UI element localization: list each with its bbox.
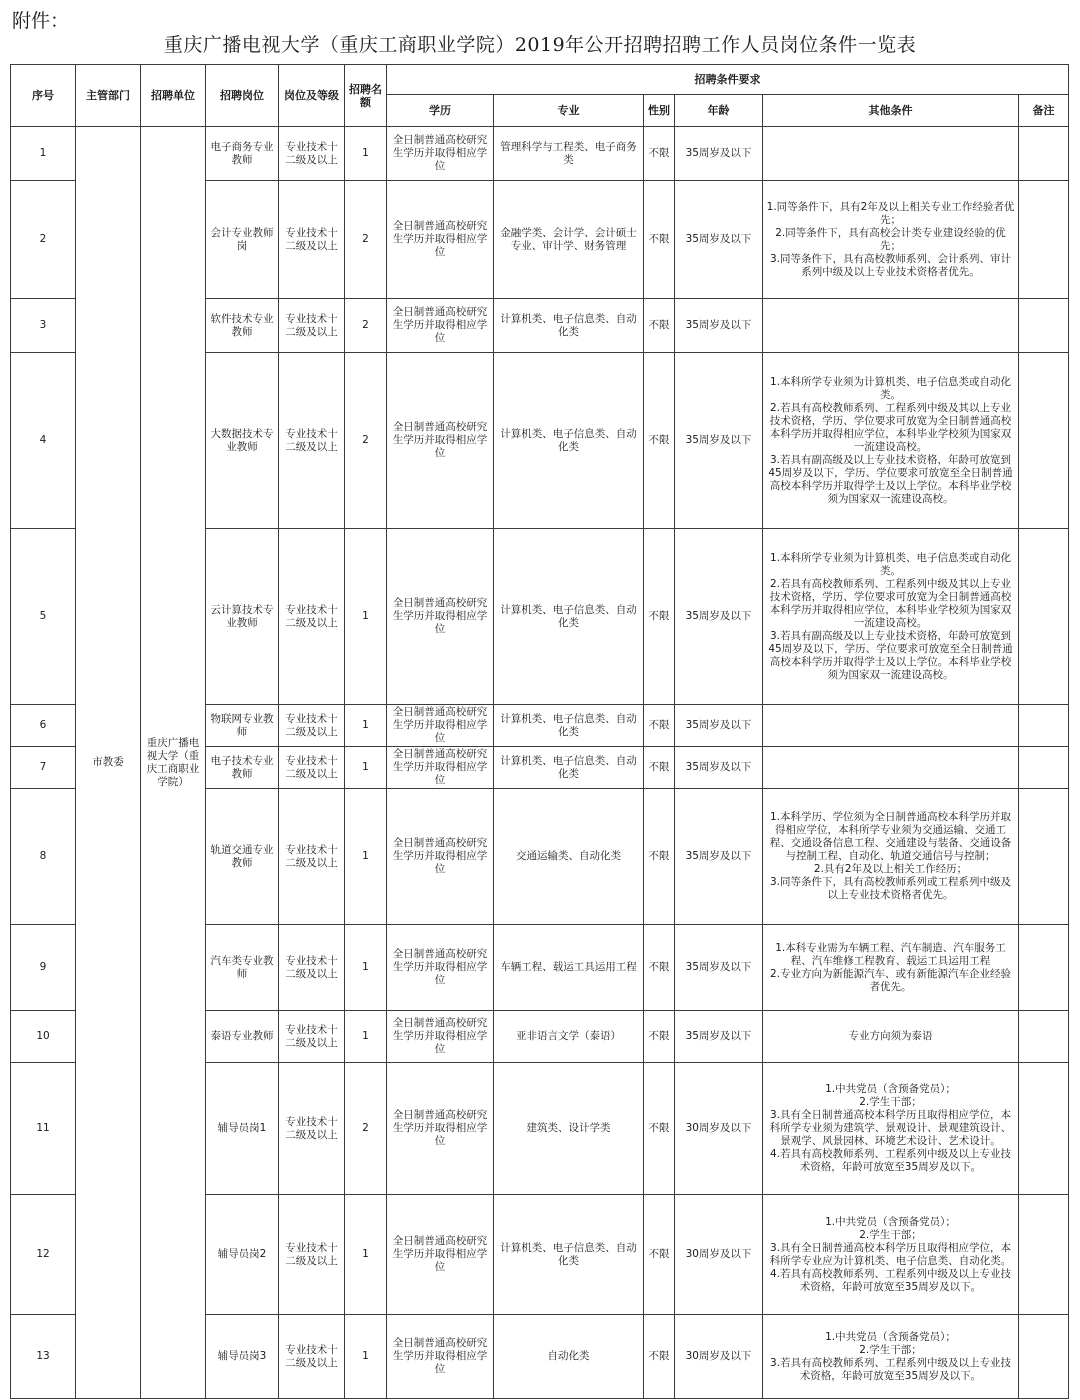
cell-level: 专业技术十二级及以上	[279, 1063, 345, 1195]
cell-remark	[1019, 353, 1069, 529]
cell-other	[763, 705, 1019, 747]
cell-remark	[1019, 747, 1069, 789]
cell-seq: 12	[11, 1195, 76, 1315]
cell-seq: 8	[11, 789, 76, 925]
cell-gender: 不限	[644, 353, 675, 529]
cell-age: 30周岁及以下	[675, 1195, 763, 1315]
cell-position: 轨道交通专业教师	[206, 789, 279, 925]
cell-level: 专业技术十二级及以上	[279, 299, 345, 353]
cell-age: 35周岁及以下	[675, 529, 763, 705]
cell-remark	[1019, 1195, 1069, 1315]
cell-level: 专业技术十二级及以上	[279, 1195, 345, 1315]
cell-seq: 4	[11, 353, 76, 529]
cell-major: 自动化类	[494, 1315, 644, 1399]
cell-major: 亚非语言文学（泰语）	[494, 1011, 644, 1063]
cell-age: 35周岁及以下	[675, 127, 763, 181]
header-gender: 性别	[644, 95, 675, 127]
cell-seq: 10	[11, 1011, 76, 1063]
cell-remark	[1019, 529, 1069, 705]
cell-age: 35周岁及以下	[675, 299, 763, 353]
cell-education: 全日制普通高校研究生学历并取得相应学位	[387, 1315, 494, 1399]
cell-age: 35周岁及以下	[675, 181, 763, 299]
cell-seq: 9	[11, 925, 76, 1011]
cell-major: 车辆工程、载运工具运用工程	[494, 925, 644, 1011]
cell-gender: 不限	[644, 1063, 675, 1195]
cell-position: 汽车类专业教师	[206, 925, 279, 1011]
cell-major: 计算机类、电子信息类、自动化类	[494, 299, 644, 353]
header-position: 招聘岗位	[206, 65, 279, 127]
cell-other: 专业方向须为泰语	[763, 1011, 1019, 1063]
cell-education: 全日制普通高校研究生学历并取得相应学位	[387, 705, 494, 747]
cell-age: 30周岁及以下	[675, 1063, 763, 1195]
cell-position: 会计专业教师岗	[206, 181, 279, 299]
cell-level: 专业技术十二级及以上	[279, 705, 345, 747]
cell-position: 辅导员岗3	[206, 1315, 279, 1399]
cell-position: 软件技术专业教师	[206, 299, 279, 353]
cell-major: 计算机类、电子信息类、自动化类	[494, 529, 644, 705]
cell-gender: 不限	[644, 1011, 675, 1063]
header-other: 其他条件	[763, 95, 1019, 127]
cell-education: 全日制普通高校研究生学历并取得相应学位	[387, 353, 494, 529]
cell-seq: 6	[11, 705, 76, 747]
cell-count: 2	[345, 353, 387, 529]
cell-major: 计算机类、电子信息类、自动化类	[494, 1195, 644, 1315]
table-row	[11, 127, 1069, 181]
header-seq: 序号	[11, 65, 76, 127]
cell-seq: 1	[11, 127, 76, 181]
header-age: 年龄	[675, 95, 763, 127]
cell-count: 2	[345, 1063, 387, 1195]
cell-level: 专业技术十二级及以上	[279, 747, 345, 789]
cell-gender: 不限	[644, 181, 675, 299]
cell-remark	[1019, 1011, 1069, 1063]
cell-position: 电子商务专业教师	[206, 127, 279, 181]
unit-cell: 重庆广播电视大学（重庆工商职业学院）	[141, 127, 206, 1399]
cell-major: 计算机类、电子信息类、自动化类	[494, 747, 644, 789]
cell-education: 全日制普通高校研究生学历并取得相应学位	[387, 789, 494, 925]
cell-age: 35周岁及以下	[675, 789, 763, 925]
cell-count: 1	[345, 1315, 387, 1399]
cell-gender: 不限	[644, 1315, 675, 1399]
page-title: 重庆广播电视大学（重庆工商职业学院）2019年公开招聘招聘工作人员岗位条件一览表	[163, 34, 917, 56]
cell-education: 全日制普通高校研究生学历并取得相应学位	[387, 127, 494, 181]
header-level: 岗位及等级	[279, 65, 345, 127]
cell-age: 30周岁及以下	[675, 1315, 763, 1399]
header-requirements: 招聘条件要求	[387, 65, 1069, 95]
cell-level: 专业技术十二级及以上	[279, 789, 345, 925]
cell-major: 管理科学与工程类、电子商务类	[494, 127, 644, 181]
cell-count: 1	[345, 789, 387, 925]
cell-position: 云计算技术专业教师	[206, 529, 279, 705]
cell-education: 全日制普通高校研究生学历并取得相应学位	[387, 1063, 494, 1195]
cell-age: 35周岁及以下	[675, 1011, 763, 1063]
cell-education: 全日制普通高校研究生学历并取得相应学位	[387, 1195, 494, 1315]
cell-gender: 不限	[644, 529, 675, 705]
cell-major: 计算机类、电子信息类、自动化类	[494, 353, 644, 529]
cell-position: 大数据技术专业教师	[206, 353, 279, 529]
cell-seq: 5	[11, 529, 76, 705]
cell-other: 1.本科所学专业须为计算机类、电子信息类或自动化类。 2.若具有高校教师系列、工程系列中级及其以上专业技术资格，学历、学位要求可放宽为全日制普通高校本科学历并取得相应学位，本科毕业学校须为国家双一流建设高校。 3.若具有副高级及以上专业技术资格，年龄可放宽到45周岁及以下，学历、学位要求可放宽至全日制普通高校本科学历并取得学士及以上学位。本科毕业学校须为国家双一流建设高校。	[763, 353, 1019, 529]
cell-other	[763, 747, 1019, 789]
cell-level: 专业技术十二级及以上	[279, 353, 345, 529]
header-count: 招聘名额	[345, 65, 387, 127]
cell-position: 辅导员岗1	[206, 1063, 279, 1195]
dept-cell: 市教委	[76, 127, 141, 1399]
cell-other: 1.同等条件下，具有2年及以上相关专业工作经验者优先； 2.同等条件下，具有高校会计类专业建设经验的优先； 3.同等条件下，具有高校教师系列、会计系列、审计系列中级及以上专业技术资格者优先。	[763, 181, 1019, 299]
cell-other: 1.中共党员（含预备党员）； 2.学生干部； 3.若具有高校教师系列、工程系列中级及以上专业技术资格，年龄可放宽至35周岁及以下。	[763, 1315, 1019, 1399]
cell-gender: 不限	[644, 705, 675, 747]
cell-level: 专业技术十二级及以上	[279, 1315, 345, 1399]
cell-remark	[1019, 1063, 1069, 1195]
cell-seq: 7	[11, 747, 76, 789]
cell-count: 1	[345, 925, 387, 1011]
cell-level: 专业技术十二级及以上	[279, 529, 345, 705]
cell-remark	[1019, 1315, 1069, 1399]
cell-other: 1.中共党员（含预备党员）； 2.学生干部； 3.具有全日制普通高校本科学历且取得相应学位，本科所学专业须为建筑学、景观设计、景观建筑设计、景观学、风景园林、环境艺术设计、艺术设计。 4.若具有高校教师系列、工程系列中级及以上专业技术资格，年龄可放宽至35周岁及以下。	[763, 1063, 1019, 1195]
cell-major: 计算机类、电子信息类、自动化类	[494, 705, 644, 747]
cell-count: 2	[345, 181, 387, 299]
cell-other	[763, 299, 1019, 353]
cell-education: 全日制普通高校研究生学历并取得相应学位	[387, 1011, 494, 1063]
header-education: 学历	[387, 95, 494, 127]
cell-seq: 13	[11, 1315, 76, 1399]
cell-position: 电子技术专业教师	[206, 747, 279, 789]
cell-count: 2	[345, 299, 387, 353]
cell-count: 1	[345, 1195, 387, 1315]
cell-level: 专业技术十二级及以上	[279, 181, 345, 299]
cell-count: 1	[345, 1011, 387, 1063]
cell-gender: 不限	[644, 1195, 675, 1315]
cell-seq: 2	[11, 181, 76, 299]
cell-remark	[1019, 181, 1069, 299]
cell-remark	[1019, 299, 1069, 353]
cell-age: 35周岁及以下	[675, 747, 763, 789]
cell-major: 交通运输类、自动化类	[494, 789, 644, 925]
cell-other	[763, 127, 1019, 181]
cell-gender: 不限	[644, 127, 675, 181]
cell-other: 1.本科学历、学位须为全日制普通高校本科学历并取得相应学位，本科所学专业须为交通运输、交通工程、交通设备信息工程、交通建设与装备、交通设备与控制工程、自动化、轨道交通信号与控制； 2.具有2年及以上相关工作经历； 3.同等条件下，具有高校教师系列或工程系列中级及以上专业技术资格者优先。	[763, 789, 1019, 925]
cell-gender: 不限	[644, 747, 675, 789]
cell-seq: 11	[11, 1063, 76, 1195]
cell-education: 全日制普通高校研究生学历并取得相应学位	[387, 181, 494, 299]
cell-count: 1	[345, 529, 387, 705]
cell-position: 辅导员岗2	[206, 1195, 279, 1315]
header-dept: 主管部门	[76, 65, 141, 127]
cell-level: 专业技术十二级及以上	[279, 925, 345, 1011]
cell-education: 全日制普通高校研究生学历并取得相应学位	[387, 529, 494, 705]
attachment-label: 附件：	[12, 10, 70, 32]
header-major: 专业	[494, 95, 644, 127]
cell-remark	[1019, 789, 1069, 925]
cell-position: 泰语专业教师	[206, 1011, 279, 1063]
cell-remark	[1019, 925, 1069, 1011]
cell-gender: 不限	[644, 789, 675, 925]
cell-level: 专业技术十二级及以上	[279, 1011, 345, 1063]
cell-education: 全日制普通高校研究生学历并取得相应学位	[387, 925, 494, 1011]
cell-level: 专业技术十二级及以上	[279, 127, 345, 181]
cell-major: 金融学类、会计学、会计硕士专业、审计学、财务管理	[494, 181, 644, 299]
cell-age: 35周岁及以下	[675, 705, 763, 747]
cell-education: 全日制普通高校研究生学历并取得相应学位	[387, 299, 494, 353]
cell-other: 1.中共党员（含预备党员）； 2.学生干部； 3.具有全日制普通高校本科学历且取得相应学位，本科所学专业应为计算机类、电子信息类、自动化类。 4.若具有高校教师系列、工程系列中级及以上专业技术资格，年龄可放宽至35周岁及以下。	[763, 1195, 1019, 1315]
cell-count: 1	[345, 127, 387, 181]
cell-education: 全日制普通高校研究生学历并取得相应学位	[387, 747, 494, 789]
cell-age: 35周岁及以下	[675, 353, 763, 529]
cell-other: 1.本科专业需为车辆工程、汽车制造、汽车服务工程、汽车维修工程教育、载运工具运用工程 2.专业方向为新能源汽车、或有新能源汽车企业经验者优先。	[763, 925, 1019, 1011]
cell-other: 1.本科所学专业须为计算机类、电子信息类或自动化类。 2.若具有高校教师系列、工程系列中级及其以上专业技术资格，学历、学位要求可放宽为全日制普通高校本科学历并取得相应学位，本科毕业学校须为国家双一流建设高校。 3.若具有副高级及以上专业技术资格，年龄可放宽到45周岁及以下，学历、学位要求可放宽至全日制普通高校本科学历并取得学士及以上学位。本科毕业学校须为国家双一流建设高校。	[763, 529, 1019, 705]
cell-position: 物联网专业教师	[206, 705, 279, 747]
cell-count: 1	[345, 747, 387, 789]
recruitment-table	[10, 64, 1069, 1399]
header-remark: 备注	[1019, 95, 1069, 127]
cell-gender: 不限	[644, 299, 675, 353]
cell-remark	[1019, 705, 1069, 747]
cell-age: 35周岁及以下	[675, 925, 763, 1011]
cell-seq: 3	[11, 299, 76, 353]
cell-remark	[1019, 127, 1069, 181]
cell-major: 建筑类、设计学类	[494, 1063, 644, 1195]
cell-gender: 不限	[644, 925, 675, 1011]
cell-count: 1	[345, 705, 387, 747]
header-unit: 招聘单位	[141, 65, 206, 127]
